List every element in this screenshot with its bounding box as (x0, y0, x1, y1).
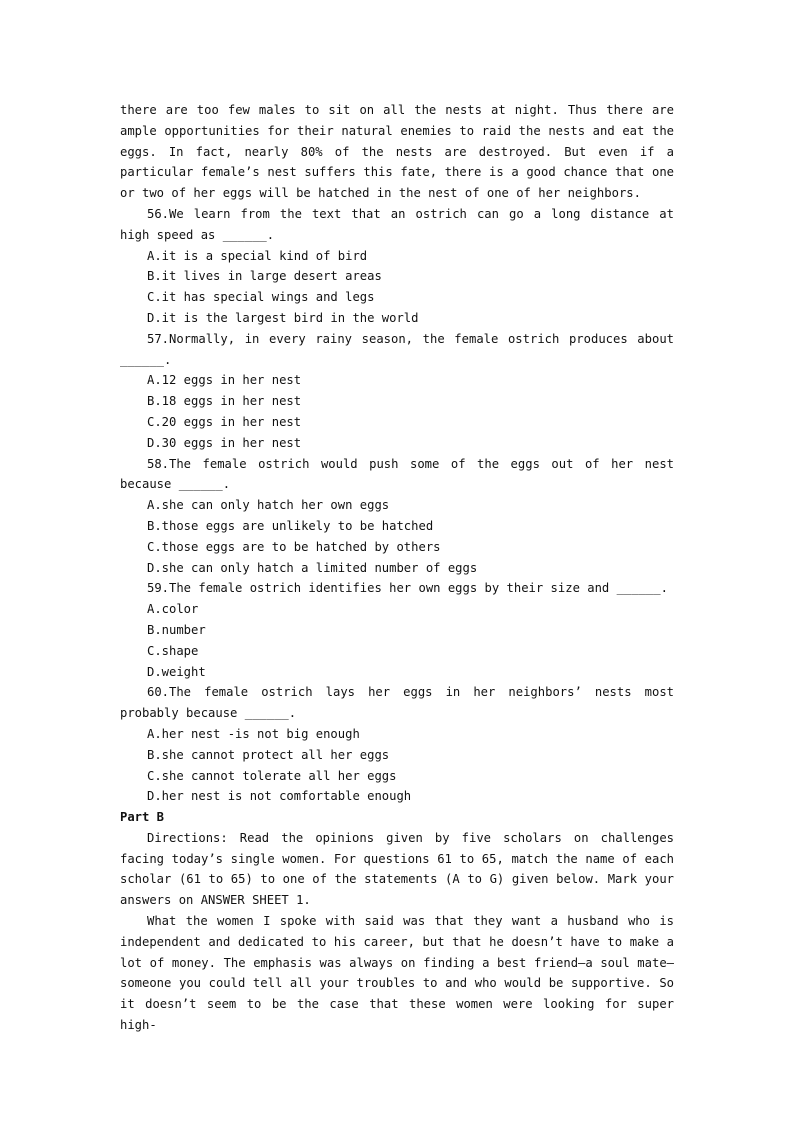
answer-option: B.number (147, 622, 206, 637)
answer-option: A.it is a special kind of bird (147, 248, 368, 263)
answer-option: D.30 eggs in her nest (147, 435, 302, 450)
opinion-paragraph: What the women I spoke with said was that they want a husband who is independent and dedicated to his career, but that he doesn’t have to make a lot of money. The emphasis was always on finding a best friend—a soul mate—someone you could tell all your troubles to and who would be supportive. So it doesn’t seem to be the case that these women were looking for super high- (120, 914, 674, 1033)
answer-option: C.shape (147, 643, 199, 658)
section-directions: Directions: Read the opinions given by five scholars on challenges facing today’s single women. For questions 61 to 65, match the name of each scholar (61 to 65) to one of the statements (A to G) given below. Mark your answers on ANSWER SHEET 1. (120, 830, 674, 908)
section-heading: Part B (120, 810, 165, 825)
answer-option: C.those eggs are to be hatched by others (147, 539, 441, 554)
answer-option: B.18 eggs in her nest (147, 394, 302, 409)
answer-option: D.it is the largest bird in the world (147, 310, 419, 325)
passage-continuation: there are too few males to sit on all the nests at night. Thus there are ample opportunities for their natural enemies to raid the nests and eat the eggs. In fact, nearly 80% of the nests are destroyed. But even if a particular female’s nest suffers this fate, there is a good chance that one or two of her eggs will be hatched in the nest of one of her neighbors. (120, 103, 674, 201)
answer-option: D.she can only hatch a limited number of eggs (147, 560, 478, 575)
question-57 (120, 329, 674, 454)
answer-option: D.weight (147, 664, 206, 679)
answer-option: A.color (147, 602, 199, 617)
answer-option: A.her nest -is not big enough (147, 726, 360, 741)
answer-option: B.it lives in large desert areas (147, 269, 382, 284)
question-58 (120, 454, 674, 579)
question-stem: 56.We learn from the text that an ostrich can go a long distance at high speed as ______. (120, 206, 674, 242)
answer-option: C.she cannot tolerate all her eggs (147, 768, 397, 783)
answer-option: C.it has special wings and legs (147, 290, 375, 305)
question-stem: 58.The female ostrich would push some of the eggs out of her nest because ______. (120, 456, 674, 492)
answer-option: B.those eggs are unlikely to be hatched (147, 518, 434, 533)
question-56 (120, 204, 674, 329)
question-stem: 60.The female ostrich lays her eggs in her neighbors’ nests most probably because ______. (120, 685, 674, 721)
question-stem: 57.Normally, in every rainy season, the female ostrich produces about ______. (120, 331, 674, 367)
question-60 (120, 682, 674, 807)
answer-option: A.she can only hatch her own eggs (147, 498, 390, 513)
answer-option: A.12 eggs in her nest (147, 373, 302, 388)
answer-option: D.her nest is not comfortable enough (147, 789, 412, 804)
answer-option: C.20 eggs in her nest (147, 414, 302, 429)
answer-option: B.she cannot protect all her eggs (147, 747, 390, 762)
document-page (120, 100, 674, 1036)
question-stem: 59.The female ostrich identifies her own eggs by their size and ______. (147, 581, 668, 596)
question-59 (120, 578, 674, 682)
